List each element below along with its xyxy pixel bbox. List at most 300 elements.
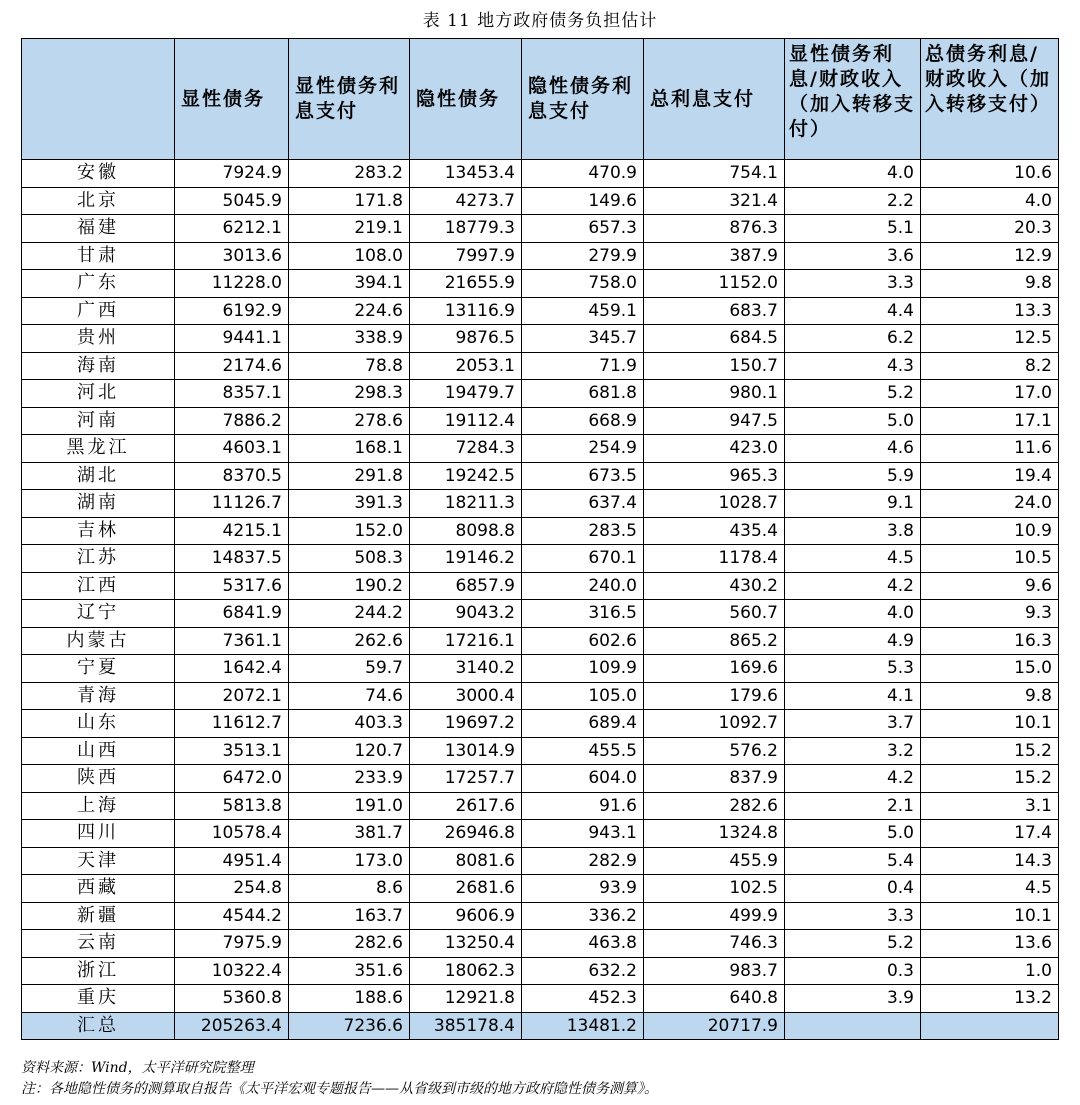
value-cell: 6192.9	[175, 297, 289, 325]
value-cell: 10.6	[921, 160, 1059, 188]
value-cell: 24.0	[921, 490, 1059, 518]
value-cell: 689.4	[522, 710, 644, 738]
value-cell: 8081.6	[410, 847, 522, 875]
value-cell: 4.1	[785, 682, 921, 710]
table-row	[22, 792, 1059, 820]
province-cell: 四川	[22, 820, 175, 848]
value-cell: 2174.6	[175, 352, 289, 380]
total-row	[22, 1012, 1059, 1040]
value-cell: 14.3	[921, 847, 1059, 875]
value-cell: 6841.9	[175, 600, 289, 628]
value-cell: 754.1	[644, 160, 785, 188]
table-row	[22, 902, 1059, 930]
value-cell: 9043.2	[410, 600, 522, 628]
value-cell: 21655.9	[410, 270, 522, 298]
value-cell: 602.6	[522, 627, 644, 655]
value-cell: 10322.4	[175, 957, 289, 985]
value-cell: 190.2	[289, 572, 410, 600]
province-cell: 内蒙古	[22, 627, 175, 655]
value-cell: 1642.4	[175, 655, 289, 683]
value-cell: 10.1	[921, 710, 1059, 738]
table-row	[22, 847, 1059, 875]
value-cell: 5.2	[785, 380, 921, 408]
province-cell: 广东	[22, 270, 175, 298]
value-cell: 254.8	[175, 875, 289, 903]
table-row	[22, 215, 1059, 243]
value-cell: 10.9	[921, 517, 1059, 545]
value-cell: 8.6	[289, 875, 410, 903]
value-cell: 3513.1	[175, 737, 289, 765]
value-cell: 283.2	[289, 160, 410, 188]
value-cell: 279.9	[522, 242, 644, 270]
value-cell: 435.4	[644, 517, 785, 545]
value-cell: 13250.4	[410, 930, 522, 958]
value-cell: 19.4	[921, 462, 1059, 490]
table-row	[22, 352, 1059, 380]
value-cell: 746.3	[644, 930, 785, 958]
value-cell: 7284.3	[410, 435, 522, 463]
value-cell: 13.6	[921, 930, 1059, 958]
value-cell: 12.9	[921, 242, 1059, 270]
value-cell: 102.5	[644, 875, 785, 903]
value-cell: 105.0	[522, 682, 644, 710]
value-cell: 11.6	[921, 435, 1059, 463]
header-cell-total-interest: 总利息支付	[644, 39, 785, 160]
value-cell: 19112.4	[410, 407, 522, 435]
province-cell: 重庆	[22, 985, 175, 1013]
value-cell: 7236.6	[289, 1012, 410, 1040]
value-cell: 254.9	[522, 435, 644, 463]
value-cell: 3140.2	[410, 655, 522, 683]
value-cell: 391.3	[289, 490, 410, 518]
province-cell: 江西	[22, 572, 175, 600]
value-cell: 430.2	[644, 572, 785, 600]
value-cell: 865.2	[644, 627, 785, 655]
value-cell: 345.7	[522, 325, 644, 353]
value-cell: 7886.2	[175, 407, 289, 435]
province-cell: 陕西	[22, 765, 175, 793]
value-cell: 5.9	[785, 462, 921, 490]
value-cell: 3.2	[785, 737, 921, 765]
header-cell-implicit-debt: 隐性债务	[410, 39, 522, 160]
value-cell: 4.0	[785, 160, 921, 188]
value-cell: 109.9	[522, 655, 644, 683]
value-cell: 8.2	[921, 352, 1059, 380]
province-cell: 吉林	[22, 517, 175, 545]
value-cell: 19242.5	[410, 462, 522, 490]
value-cell: 15.2	[921, 765, 1059, 793]
value-cell: 470.9	[522, 160, 644, 188]
value-cell: 282.6	[289, 930, 410, 958]
value-cell: 4.9	[785, 627, 921, 655]
value-cell: 18779.3	[410, 215, 522, 243]
value-cell: 2.1	[785, 792, 921, 820]
table-row	[22, 600, 1059, 628]
value-cell: 3000.4	[410, 682, 522, 710]
province-cell: 云南	[22, 930, 175, 958]
table-row	[22, 682, 1059, 710]
value-cell: 4.2	[785, 572, 921, 600]
value-cell: 508.3	[289, 545, 410, 573]
value-cell: 168.1	[289, 435, 410, 463]
value-cell: 17.4	[921, 820, 1059, 848]
value-cell: 1152.0	[644, 270, 785, 298]
value-cell: 381.7	[289, 820, 410, 848]
province-cell: 汇总	[22, 1012, 175, 1040]
value-cell: 20717.9	[644, 1012, 785, 1040]
value-cell: 12.5	[921, 325, 1059, 353]
value-cell: 26946.8	[410, 820, 522, 848]
value-cell: 576.2	[644, 737, 785, 765]
value-cell: 9.3	[921, 600, 1059, 628]
value-cell: 4215.1	[175, 517, 289, 545]
debt-burden-table	[21, 38, 1059, 1040]
province-cell: 黑龙江	[22, 435, 175, 463]
table-row	[22, 380, 1059, 408]
value-cell: 338.9	[289, 325, 410, 353]
value-cell: 9.1	[785, 490, 921, 518]
value-cell: 3.8	[785, 517, 921, 545]
value-cell: 282.9	[522, 847, 644, 875]
value-cell: 13481.2	[522, 1012, 644, 1040]
table-row	[22, 820, 1059, 848]
province-cell: 北京	[22, 187, 175, 215]
value-cell: 7997.9	[410, 242, 522, 270]
table-row	[22, 930, 1059, 958]
table-row	[22, 242, 1059, 270]
value-cell: 11126.7	[175, 490, 289, 518]
province-cell: 江苏	[22, 545, 175, 573]
value-cell: 980.1	[644, 380, 785, 408]
province-cell: 湖北	[22, 462, 175, 490]
value-cell: 13116.9	[410, 297, 522, 325]
value-cell: 2053.1	[410, 352, 522, 380]
value-cell: 13.2	[921, 985, 1059, 1013]
value-cell: 244.2	[289, 600, 410, 628]
value-cell: 5.2	[785, 930, 921, 958]
province-cell: 辽宁	[22, 600, 175, 628]
value-cell: 316.5	[522, 600, 644, 628]
header-cell-explicit-interest: 显性债务利息支付	[289, 39, 410, 160]
value-cell: 3.3	[785, 270, 921, 298]
value-cell: 5045.9	[175, 187, 289, 215]
table-row	[22, 435, 1059, 463]
value-cell: 5813.8	[175, 792, 289, 820]
value-cell: 7924.9	[175, 160, 289, 188]
table-row	[22, 297, 1059, 325]
value-cell: 876.3	[644, 215, 785, 243]
value-cell: 452.3	[522, 985, 644, 1013]
value-cell: 403.3	[289, 710, 410, 738]
value-cell: 4.5	[785, 545, 921, 573]
value-cell: 9.8	[921, 270, 1059, 298]
table-row	[22, 187, 1059, 215]
value-cell: 683.7	[644, 297, 785, 325]
province-cell: 河北	[22, 380, 175, 408]
value-cell: 15.0	[921, 655, 1059, 683]
province-cell: 河南	[22, 407, 175, 435]
value-cell: 191.0	[289, 792, 410, 820]
table-row	[22, 737, 1059, 765]
value-cell: 14837.5	[175, 545, 289, 573]
value-cell: 9.8	[921, 682, 1059, 710]
value-cell: 18211.3	[410, 490, 522, 518]
value-cell: 965.3	[644, 462, 785, 490]
value-cell: 6212.1	[175, 215, 289, 243]
value-cell: 1.0	[921, 957, 1059, 985]
value-cell: 7975.9	[175, 930, 289, 958]
value-cell: 0.4	[785, 875, 921, 903]
value-cell: 91.6	[522, 792, 644, 820]
value-cell: 5360.8	[175, 985, 289, 1013]
header-cell-explicit-debt: 显性债务	[175, 39, 289, 160]
value-cell: 3.9	[785, 985, 921, 1013]
value-cell: 632.2	[522, 957, 644, 985]
value-cell: 18062.3	[410, 957, 522, 985]
value-cell: 298.3	[289, 380, 410, 408]
value-cell: 4.3	[785, 352, 921, 380]
source-note: 资料来源：Wind，太平洋研究院整理	[21, 1060, 254, 1076]
value-cell: 11612.7	[175, 710, 289, 738]
province-cell: 上海	[22, 792, 175, 820]
value-cell	[785, 1012, 921, 1040]
value-cell: 423.0	[644, 435, 785, 463]
province-cell: 福建	[22, 215, 175, 243]
province-cell: 甘肃	[22, 242, 175, 270]
value-cell: 657.3	[522, 215, 644, 243]
value-cell: 188.6	[289, 985, 410, 1013]
value-cell: 282.6	[644, 792, 785, 820]
value-cell: 17.1	[921, 407, 1059, 435]
value-cell	[921, 1012, 1059, 1040]
value-cell: 278.6	[289, 407, 410, 435]
table-row	[22, 985, 1059, 1013]
value-cell: 668.9	[522, 407, 644, 435]
value-cell: 3.1	[921, 792, 1059, 820]
value-cell: 17.0	[921, 380, 1059, 408]
value-cell: 673.5	[522, 462, 644, 490]
value-cell: 4.2	[785, 765, 921, 793]
value-cell: 0.3	[785, 957, 921, 985]
value-cell: 19479.7	[410, 380, 522, 408]
value-cell: 19697.2	[410, 710, 522, 738]
value-cell: 499.9	[644, 902, 785, 930]
value-cell: 224.6	[289, 297, 410, 325]
value-cell: 12921.8	[410, 985, 522, 1013]
table-row	[22, 490, 1059, 518]
value-cell: 459.1	[522, 297, 644, 325]
value-cell: 8098.8	[410, 517, 522, 545]
value-cell: 640.8	[644, 985, 785, 1013]
value-cell: 463.8	[522, 930, 644, 958]
province-cell: 浙江	[22, 957, 175, 985]
value-cell: 171.8	[289, 187, 410, 215]
value-cell: 5.4	[785, 847, 921, 875]
value-cell: 1178.4	[644, 545, 785, 573]
table-row	[22, 517, 1059, 545]
value-cell: 2681.6	[410, 875, 522, 903]
value-cell: 8357.1	[175, 380, 289, 408]
table-row	[22, 462, 1059, 490]
value-cell: 149.6	[522, 187, 644, 215]
value-cell: 4.0	[785, 600, 921, 628]
value-cell: 560.7	[644, 600, 785, 628]
header-cell-total-ratio: 总债务利息/财政收入（加入转移支付）	[921, 39, 1059, 160]
value-cell: 150.7	[644, 352, 785, 380]
value-cell: 351.6	[289, 957, 410, 985]
value-cell: 13453.4	[410, 160, 522, 188]
value-cell: 5.1	[785, 215, 921, 243]
value-cell: 4.0	[921, 187, 1059, 215]
value-cell: 4.6	[785, 435, 921, 463]
province-cell: 山东	[22, 710, 175, 738]
table-row	[22, 407, 1059, 435]
value-cell: 4.4	[785, 297, 921, 325]
value-cell: 9441.1	[175, 325, 289, 353]
value-cell: 17216.1	[410, 627, 522, 655]
value-cell: 7361.1	[175, 627, 289, 655]
province-cell: 海南	[22, 352, 175, 380]
value-cell: 291.8	[289, 462, 410, 490]
province-cell: 西藏	[22, 875, 175, 903]
value-cell: 4544.2	[175, 902, 289, 930]
table-row	[22, 710, 1059, 738]
value-cell: 6472.0	[175, 765, 289, 793]
value-cell: 637.4	[522, 490, 644, 518]
value-cell: 670.1	[522, 545, 644, 573]
value-cell: 604.0	[522, 765, 644, 793]
value-cell: 5.3	[785, 655, 921, 683]
value-cell: 9.6	[921, 572, 1059, 600]
value-cell: 16.3	[921, 627, 1059, 655]
value-cell: 3.6	[785, 242, 921, 270]
value-cell: 108.0	[289, 242, 410, 270]
province-cell: 新疆	[22, 902, 175, 930]
value-cell: 233.9	[289, 765, 410, 793]
value-cell: 5317.6	[175, 572, 289, 600]
value-cell: 9606.9	[410, 902, 522, 930]
province-cell: 安徽	[22, 160, 175, 188]
header-cell-province	[22, 39, 175, 160]
value-cell: 93.9	[522, 875, 644, 903]
value-cell: 758.0	[522, 270, 644, 298]
value-cell: 4603.1	[175, 435, 289, 463]
value-cell: 15.2	[921, 737, 1059, 765]
province-cell: 湖南	[22, 490, 175, 518]
table-row	[22, 875, 1059, 903]
value-cell: 3.3	[785, 902, 921, 930]
province-cell: 青海	[22, 682, 175, 710]
value-cell: 179.6	[644, 682, 785, 710]
value-cell: 684.5	[644, 325, 785, 353]
value-cell: 169.6	[644, 655, 785, 683]
value-cell: 943.1	[522, 820, 644, 848]
province-cell: 山西	[22, 737, 175, 765]
province-cell: 广西	[22, 297, 175, 325]
table-row	[22, 270, 1059, 298]
value-cell: 947.5	[644, 407, 785, 435]
value-cell: 13014.9	[410, 737, 522, 765]
value-cell: 394.1	[289, 270, 410, 298]
province-cell: 宁夏	[22, 655, 175, 683]
value-cell: 336.2	[522, 902, 644, 930]
value-cell: 120.7	[289, 737, 410, 765]
value-cell: 4273.7	[410, 187, 522, 215]
value-cell: 455.9	[644, 847, 785, 875]
value-cell: 283.5	[522, 517, 644, 545]
value-cell: 59.7	[289, 655, 410, 683]
value-cell: 11228.0	[175, 270, 289, 298]
table-row	[22, 627, 1059, 655]
value-cell: 71.9	[522, 352, 644, 380]
province-cell: 天津	[22, 847, 175, 875]
value-cell: 385178.4	[410, 1012, 522, 1040]
value-cell: 219.1	[289, 215, 410, 243]
table-row	[22, 160, 1059, 188]
value-cell: 78.8	[289, 352, 410, 380]
table-row	[22, 325, 1059, 353]
value-cell: 1028.7	[644, 490, 785, 518]
value-cell: 19146.2	[410, 545, 522, 573]
value-cell: 10578.4	[175, 820, 289, 848]
value-cell: 10.5	[921, 545, 1059, 573]
value-cell: 10.1	[921, 902, 1059, 930]
value-cell: 455.5	[522, 737, 644, 765]
province-cell: 贵州	[22, 325, 175, 353]
value-cell: 4951.4	[175, 847, 289, 875]
table-row	[22, 572, 1059, 600]
value-cell: 74.6	[289, 682, 410, 710]
value-cell: 20.3	[921, 215, 1059, 243]
table-row	[22, 957, 1059, 985]
table-title: 表 11 地方政府债务负担估计	[422, 11, 658, 31]
value-cell: 3013.6	[175, 242, 289, 270]
value-cell: 240.0	[522, 572, 644, 600]
value-cell: 3.7	[785, 710, 921, 738]
value-cell: 17257.7	[410, 765, 522, 793]
table-row	[22, 545, 1059, 573]
value-cell: 2.2	[785, 187, 921, 215]
value-cell: 262.6	[289, 627, 410, 655]
value-cell: 5.0	[785, 820, 921, 848]
value-cell: 4.5	[921, 875, 1059, 903]
value-cell: 837.9	[644, 765, 785, 793]
value-cell: 6.2	[785, 325, 921, 353]
value-cell: 6857.9	[410, 572, 522, 600]
header-cell-implicit-interest: 隐性债务利息支付	[522, 39, 644, 160]
value-cell: 2072.1	[175, 682, 289, 710]
value-cell: 2617.6	[410, 792, 522, 820]
header-cell-explicit-ratio: 显性债务利息/财政收入（加入转移支付）	[785, 39, 921, 160]
table-body	[22, 160, 1059, 1040]
value-cell: 1324.8	[644, 820, 785, 848]
value-cell: 5.0	[785, 407, 921, 435]
footnote: 注：各地隐性债务的测算取自报告《太平洋宏观专题报告——从省级到市级的地方政府隐性债务测算》。	[21, 1081, 658, 1097]
value-cell: 152.0	[289, 517, 410, 545]
table-row	[22, 655, 1059, 683]
value-cell: 983.7	[644, 957, 785, 985]
header-row	[22, 39, 1059, 160]
value-cell: 205263.4	[175, 1012, 289, 1040]
table-row	[22, 765, 1059, 793]
value-cell: 321.4	[644, 187, 785, 215]
value-cell: 9876.5	[410, 325, 522, 353]
value-cell: 8370.5	[175, 462, 289, 490]
value-cell: 13.3	[921, 297, 1059, 325]
value-cell: 163.7	[289, 902, 410, 930]
value-cell: 173.0	[289, 847, 410, 875]
value-cell: 1092.7	[644, 710, 785, 738]
